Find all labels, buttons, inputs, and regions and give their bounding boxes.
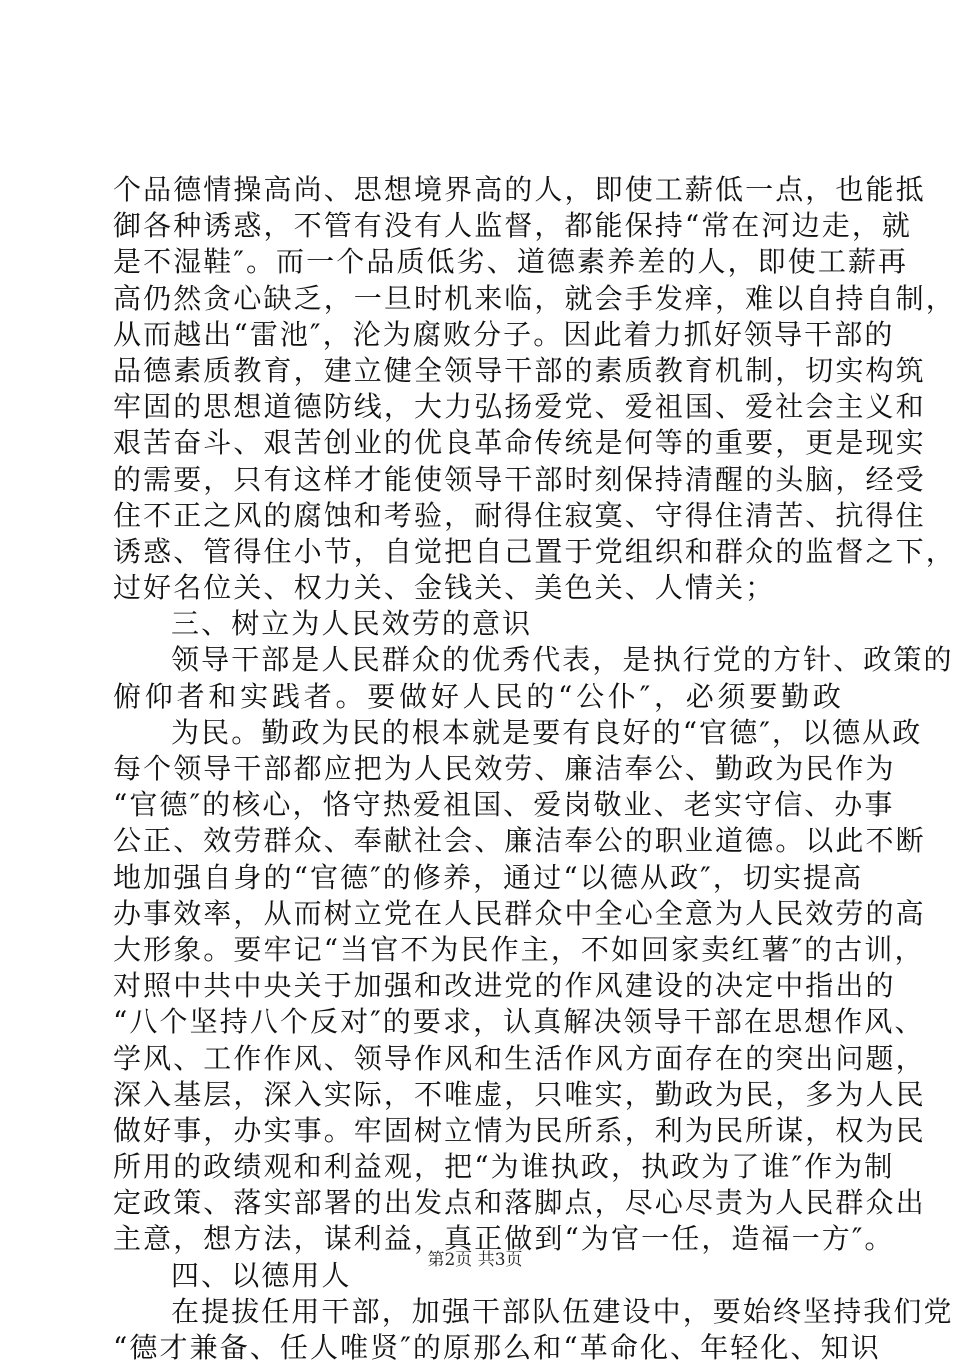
paragraph-line: “官德″的核心，恪守热爱祖国、爱岗敬业、老实守信、办事 <box>113 788 895 822</box>
document-body <box>113 172 956 1366</box>
paragraph-line: 办事效率，从而树立党在人民群众中全心全意为人民效劳的高 <box>113 896 926 930</box>
paragraph-line: 主意，想方法，谋利益，真正做到“为官一任，造福一方″。 <box>113 1222 895 1256</box>
paragraph-line: 品德素质教育，建立健全领导干部的素质教育机制，切实构筑 <box>113 353 926 387</box>
paragraph-line: 深入基层，深入实际，不唯虚，只唯实，勤政为民，多为人民 <box>113 1077 926 1111</box>
paragraph-line: 对照中共中央关于加强和改进党的作风建设的决定中指出的 <box>113 969 896 1003</box>
paragraph-line: 所用的政绩观和利益观，把“为谁执政，执政为了谁″作为制 <box>113 1150 895 1184</box>
section-heading: 四、以德用人 <box>171 1258 352 1292</box>
paragraph-line: 地加强自身的“官德″的修养，通过“以德从政″，切实提高 <box>113 860 864 894</box>
paragraph-line: 做好事，办实事。牢固树立情为民所系，利为民所谋，权为民 <box>113 1113 926 1147</box>
page-footer <box>0 1245 950 1270</box>
paragraph-line: 定政策、落实部署的出发点和落脚点，尽心尽责为人民群众出 <box>113 1186 926 1220</box>
paragraph-line: 为民。勤政为民的根本就是要有良好的“官德″，以德从政 <box>171 715 923 749</box>
paragraph-line: 俯仰者和实践者。要做好人民的“公仆″，必须要勤政 <box>113 679 843 713</box>
paragraph-line: 御各种诱惑，不管有没有人监督，都能保持“常在河边走，就 <box>113 209 913 243</box>
paragraph-line: “八个坚持八个反对″的要求，认真解决领导干部在思想作风、 <box>113 1005 925 1039</box>
paragraph-line: 住不正之风的腐蚀和考验，耐得住寂寞、守得住清苦、抗得住 <box>113 498 926 532</box>
paragraph-line: 是不湿鞋″。而一个品质低劣、道德素养差的人，即使工薪再 <box>113 245 909 279</box>
paragraph-line: 在提拔任用干部，加强干部队伍建设中，要始终坚持我们党 <box>171 1294 954 1328</box>
paragraph-line: 过好名位关、权力关、金钱关、美色关、人情关； <box>113 571 776 605</box>
paragraph-line: 每个领导干部都应把为人民效劳、廉洁奉公、勤政为民作为 <box>113 752 896 785</box>
paragraph-line: “德才兼备、任人唯贤″的原那么和“革命化、年轻化、知识 <box>113 1331 881 1364</box>
paragraph-line: 个品德情操高尚、思想境界高的人，即使工薪低一点，也能抵 <box>113 173 926 206</box>
paragraph-line: 学风、工作作风、领导作风和生活作风方面存在的突出问题， <box>113 1041 926 1075</box>
paragraph-line: 大形象。要牢记“当官不为民作主，不如回家卖红薯″的古训， <box>113 932 925 966</box>
page-number-label: 第2页 共3页 <box>427 1250 523 1270</box>
section-heading: 三、树立为人民效劳的意识 <box>171 607 533 641</box>
paragraph-line: 牢固的思想道德防线，大力弘扬爱党、爱祖国、爱社会主义和 <box>113 390 926 424</box>
paragraph-line: 的需要，只有这样才能使领导干部时刻保持清醒的头脑，经受 <box>113 462 926 496</box>
paragraph-line: 诱惑、管得住小节，自觉把自己置于党组织和群众的监督之下， <box>113 534 956 568</box>
paragraph-line: 领导干部是人民群众的优秀代表，是执行党的方针、政策的 <box>171 643 954 677</box>
paragraph-line: 公正、效劳群众、奉献社会、廉洁奉公的职业道德。以此不断 <box>113 824 926 858</box>
paragraph-line: 高仍然贪心缺乏，一旦时机来临，就会手发痒，难以自持自制， <box>113 281 956 315</box>
paragraph-line: 从而越出“雷池″，沦为腐败分子。因此着力抓好领导干部的 <box>113 317 895 351</box>
paragraph-line: 艰苦奋斗、艰苦创业的优良革命传统是何等的重要，更是现实 <box>113 426 926 460</box>
